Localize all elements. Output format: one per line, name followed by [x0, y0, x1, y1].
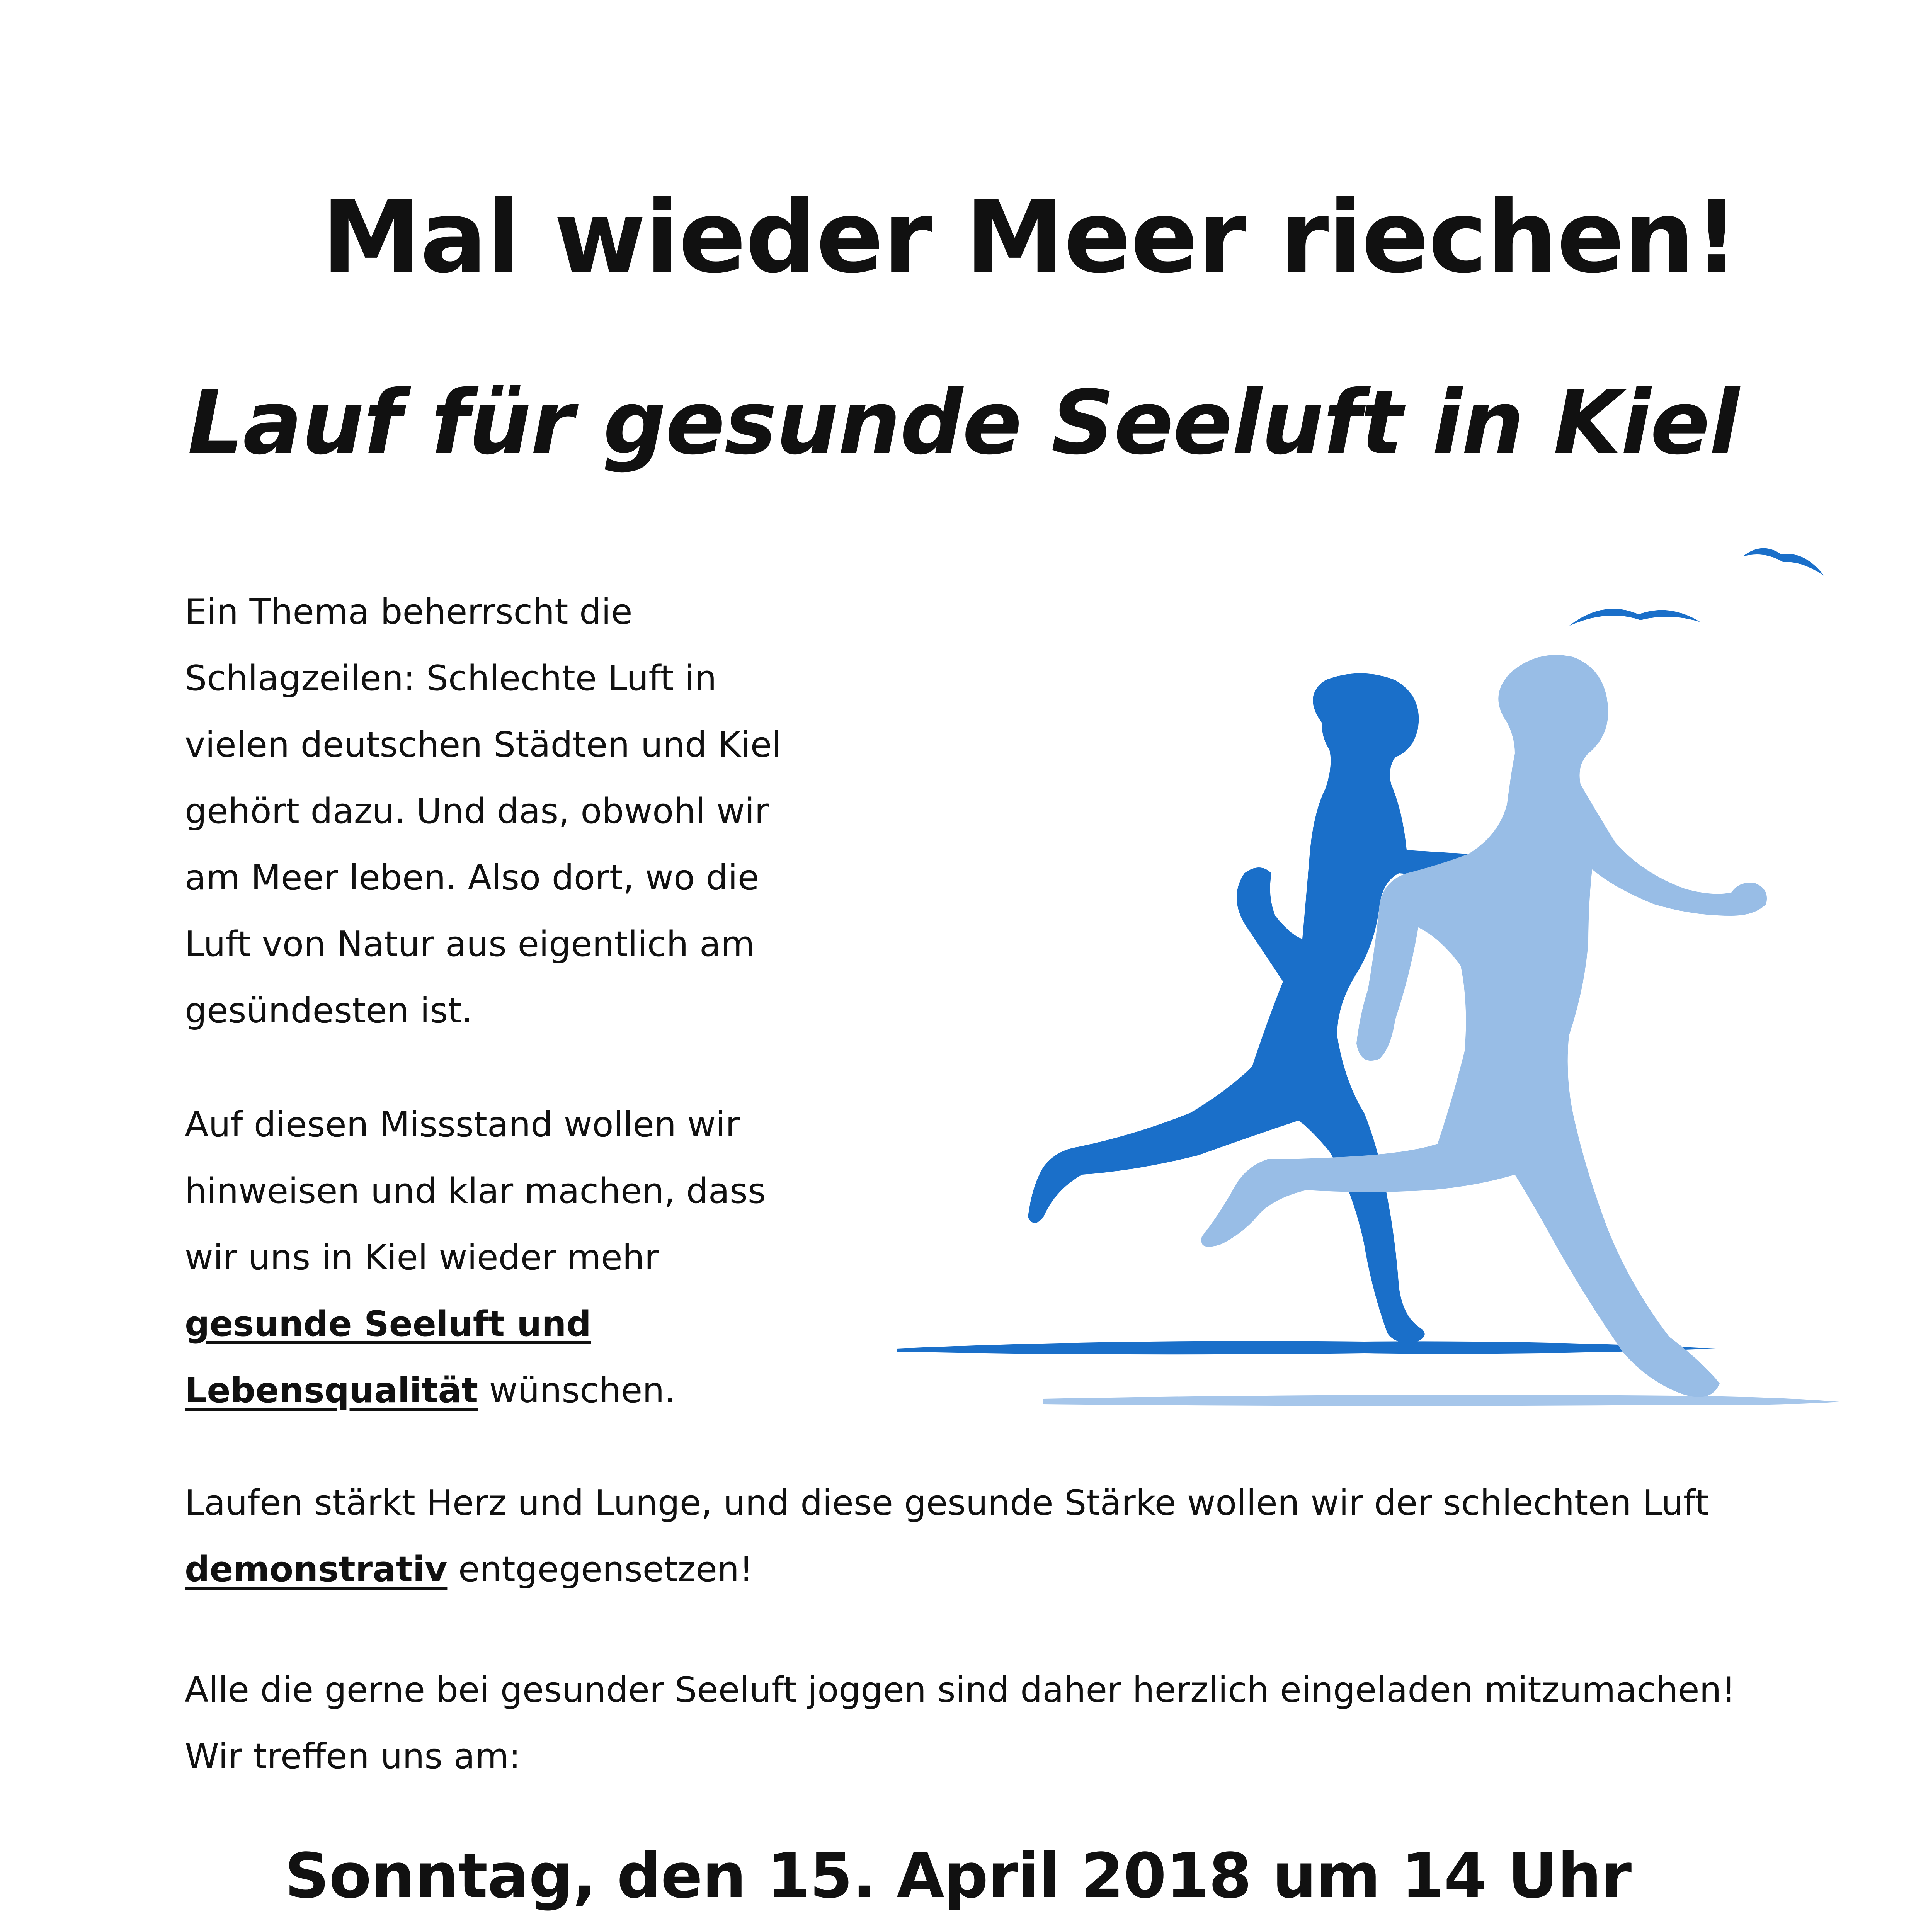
text-line: Auf diesen Missstand wollen wir [185, 1104, 740, 1145]
text-line [185, 1357, 766, 1424]
subheadline: Lauf für gesunde Seeluft in Kiel [187, 371, 1739, 474]
text-line: Alle die gerne bei gesunder Seeluft joggen sind daher herzlich eingeladen mitzumachen! [185, 1670, 1736, 1710]
seagull-icon [1743, 548, 1824, 576]
waterline-icon [1043, 1395, 1839, 1406]
invite-paragraph [185, 1657, 1736, 1790]
text-line: Laufen stärkt Herz und Lunge, und diese gesunde Stärke wollen wir der schlechten Luft [185, 1483, 1709, 1523]
emphasis-demonstrativ: demonstrativ [185, 1549, 448, 1590]
intro-paragraph [185, 579, 781, 1044]
text-line: Ein Thema beherrscht die [185, 592, 633, 632]
concern-paragraph [185, 1092, 766, 1424]
text-line [185, 1291, 766, 1357]
text-tail: entgegensetzen! [447, 1549, 754, 1590]
text-line: Schlagzeilen: Schlechte Luft in [185, 658, 717, 699]
text-line: gesündesten ist. [185, 990, 473, 1031]
emphasis-seeluft: gesunde Seeluft und [185, 1304, 591, 1344]
runners-illustration [881, 533, 1855, 1453]
text-line: gehört dazu. Und das, obwohl wir [185, 791, 769, 832]
headline: Mal wieder Meer riechen! [322, 179, 1739, 295]
text-line: Wir treffen uns am: [185, 1736, 521, 1777]
text-line: wir uns in Kiel wieder mehr [185, 1237, 659, 1278]
text-tail: wünschen. [478, 1370, 676, 1411]
text-line: hinweisen und klar machen, dass [185, 1171, 766, 1211]
running-paragraph [185, 1470, 1708, 1603]
waterline-icon [897, 1341, 1716, 1354]
seagull-icon [1569, 609, 1700, 626]
event-date: Sonntag, den 15. April 2018 um 14 Uhr [284, 1840, 1632, 1912]
text-line [185, 1536, 1708, 1603]
runner-dark-icon [1028, 673, 1479, 1343]
text-line: Luft von Natur aus eigentlich am [185, 924, 755, 964]
text-line: vielen deutschen Städten und Kiel [185, 724, 782, 765]
text-line: am Meer leben. Also dort, wo die [185, 857, 759, 898]
emphasis-lebensqualitaet: Lebensqualität [185, 1370, 478, 1411]
